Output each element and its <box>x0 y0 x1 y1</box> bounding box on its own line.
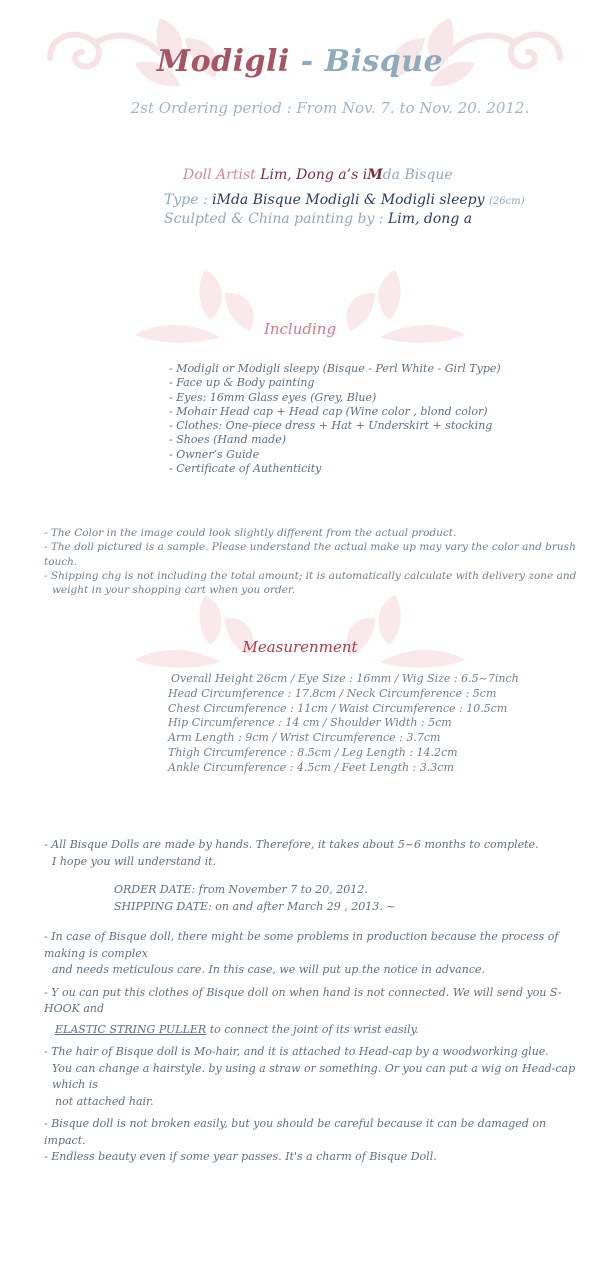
notice-problems-2: and needs meticulous care. In this case, we will put up the notice in advance. <box>52 963 485 976</box>
type-value: iMda Bisque Modigli & Modigli sleepy <box>212 192 485 208</box>
list-item: - Eyes: 16mm Glass eyes (Grey, Blue) <box>169 390 377 404</box>
list-item: - Shoes (Hand made) <box>169 433 287 447</box>
notice-clothes-2 <box>44 1022 589 1039</box>
notice-problems-1: - In case of Bisque doll, there might be some problems in production because the process of making is complex <box>44 930 559 960</box>
notice-broken: - Bisque doll is not broken easily, but you should be careful because it can be damaged on impact. <box>44 1117 547 1147</box>
measurement-item: Overall Height 26cm / Eye Size : 16mm / Wig Size : 6.5~7inch <box>171 672 519 685</box>
measurement-item: Thigh Circumference : 8.5cm / Leg Length : 14.2cm <box>168 745 458 759</box>
measurement-item: Head Circumference : 17.8cm / Neck Circumference : 5cm <box>168 686 497 700</box>
brand-da: da <box>382 167 400 183</box>
notice-clothes-3: to connect the joint of its wrist easily. <box>206 1022 419 1036</box>
type-label: Type : <box>164 192 208 208</box>
page-title <box>0 44 600 79</box>
measurement-item: Hip Circumference : 14 cm / Shoulder Width : 5cm <box>168 716 452 730</box>
list-item: - Modigli or Modigli sleepy (Bisque - Perl White - Girl Type) <box>169 362 501 375</box>
type-line <box>164 192 525 208</box>
list-item: - Certificate of Authenticity <box>169 462 322 476</box>
sculpt-label: Sculpted & China painting by : <box>164 211 384 227</box>
notice-handmade-1: - All Bisque Dolls are made by hands. Therefore, it takes about 5~6 months to complete. <box>44 838 539 851</box>
notice-beauty: - Endless beauty even if some year passes. It's a charm of Bisque Doll. <box>44 1150 437 1163</box>
notice-clothes-1: - Y ou can put this clothes of Bisque doll on when hand is not connected. We will send you S-HOOK and <box>44 985 562 1015</box>
elastic-string-puller: ELASTIC STRING PULLER <box>55 1022 207 1036</box>
measurement-item: Ankle Circumference : 4.5cm / Feet Length : 3.3cm <box>168 760 454 774</box>
note-item: - Shipping chg is not including the total amount; it is automatically calculate with delivery zone and <box>44 569 577 582</box>
brand-i: i <box>362 167 368 183</box>
order-date: ORDER DATE: from November 7 to 20, 2012. <box>114 883 368 896</box>
notice-handmade-2: I hope you will understand it. <box>52 854 217 868</box>
notice-hair-1: - The hair of Bisque doll is Mo-hair, and it is attached to Head-cap by a woodworking glue. <box>44 1045 549 1058</box>
title-separator: - <box>289 44 325 79</box>
artist-suffix: Bisque <box>404 167 453 183</box>
note-item: - The doll pictured is a sample. Please understand the actual make up may vary the color and brush touch. <box>44 541 576 568</box>
measurement-item: Chest Circumference : 11cm / Waist Circumference : 10.5cm <box>168 701 508 715</box>
artist-line <box>183 167 453 183</box>
artist-name: Lim, Dong a’s <box>260 167 359 183</box>
notice-section <box>44 837 589 1166</box>
type-size: (26cm) <box>488 196 525 207</box>
notes-list <box>44 526 584 597</box>
including-heading: Including <box>263 320 337 338</box>
sculpt-value: Lim, dong a <box>387 211 473 227</box>
notice-hair-2: You can change a hairstyle. by using a straw or something. Or you can put a wig on Head-cap which is <box>52 1061 576 1091</box>
ordering-period: 2st Ordering period : From Nov. 7. to Nov. 20. 2012. <box>130 99 530 117</box>
notice-hair-3: not attached hair. <box>55 1094 154 1108</box>
title-part-2: Bisque <box>324 44 444 79</box>
brand-M: M <box>367 167 383 183</box>
ornament-measurement-icon <box>125 590 475 670</box>
title-part-1: Modigli <box>156 44 290 79</box>
artist-label: Doll Artist <box>183 167 256 183</box>
measurement-item: Arm Length : 9cm / Wrist Circumference : 3.7cm <box>168 731 441 745</box>
including-list <box>169 362 501 476</box>
measurement-heading: Measurenment <box>242 638 358 656</box>
list-item: - Owner’s Guide <box>169 447 260 461</box>
note-item: - The Color in the image could look slightly different from the actual product. <box>44 527 457 539</box>
list-item: - Mohair Head cap + Head cap (Wine color , blond color) <box>169 404 488 418</box>
shipping-date: SHIPPING DATE: on and after March 29 , 2013. ~ <box>114 899 396 913</box>
sculpt-line <box>164 211 472 227</box>
list-item: - Face up & Body painting <box>169 376 315 390</box>
note-item: weight in your shopping cart when you order. <box>52 584 296 597</box>
list-item: - Clothes: One-piece dress + Hat + Underskirt + stocking <box>169 419 493 433</box>
measurement-list <box>168 672 519 776</box>
